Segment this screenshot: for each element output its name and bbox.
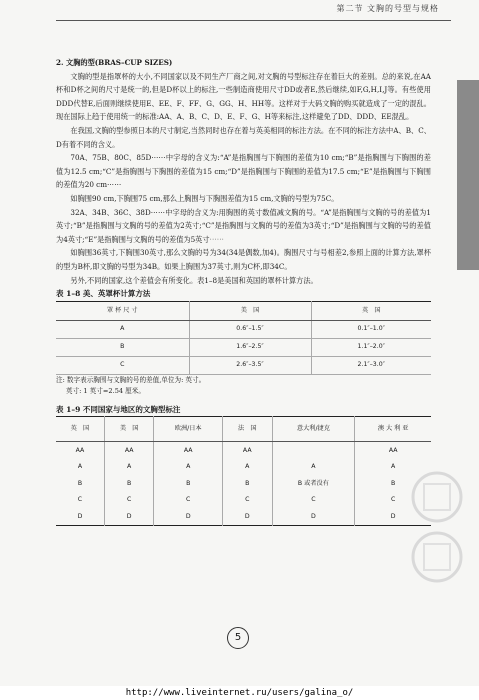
chapter-tab: [457, 80, 479, 270]
table-header-cell: 意大利/捷克: [272, 417, 355, 442]
table-cell: C: [77, 496, 83, 504]
table-header-cell: 美 国: [104, 417, 154, 442]
table-cell: [272, 442, 355, 459]
page-number: 5: [227, 627, 249, 649]
table-cell: D: [272, 508, 355, 525]
paragraph: 如胸围90 cm,下胸围75 cm,那么上胸围与下胸围差值为15 cm,文胸的号型为75C。: [70, 193, 339, 203]
table-cell: A: [77, 463, 83, 471]
table-row: [56, 442, 431, 459]
page-body: [56, 56, 431, 526]
table-header-cell: 罩 杯 尺 寸: [56, 301, 189, 320]
table-header-cell: 英 国: [311, 301, 431, 320]
table-cell: C: [104, 492, 154, 509]
table-cell: A: [56, 320, 189, 338]
paragraph: 如胸围36英寸,下胸围30英寸,那么文胸的号为34(34是偶数,加4)。胸围尺寸与号相差2,参照上面的计算方法,罩杯的型为B杯,即文胸的号型为34B。如果上胸围为37英寸,则为C杯,即34C。: [56, 248, 431, 271]
table-cell: AA: [355, 442, 431, 459]
table-cell: A: [272, 459, 355, 476]
table-row: [56, 320, 431, 338]
table-row: [56, 459, 431, 476]
table-1-9: [56, 416, 431, 526]
table-cell: AA: [75, 446, 85, 454]
table-cell: B: [56, 338, 189, 356]
table-cell: 1.1″–2.0″: [311, 338, 431, 356]
table-header-cell: 英 国: [56, 417, 104, 442]
table-cell: AA: [222, 442, 272, 459]
table-row: [56, 356, 431, 374]
table-header-cell: 美 国: [189, 301, 311, 320]
table-1-8-caption: 表 1–8 美、英罩杯计算方法: [56, 289, 151, 299]
table-cell: D: [154, 508, 223, 525]
table-row: [56, 338, 431, 356]
watermark-stamp: [402, 462, 472, 602]
table-cell: B: [222, 475, 272, 492]
paragraph: 另外,不同的国家,这个差值会有所变化。表1–8是美国和英国的罩杯计算方法。: [70, 275, 318, 285]
header-title: 第二节 文胸的号型与规格: [336, 4, 439, 13]
table-header-cell: 法 国: [222, 417, 272, 442]
table-cell: AA: [154, 442, 223, 459]
table-cell: 2.6″–3.5″: [189, 356, 311, 374]
table-cell: B: [77, 479, 83, 487]
table-note: 英寸: 1 英寸=2.54 厘米。: [65, 386, 145, 395]
paragraph: 文胸的型是指罩杯的大小,不同国家以及不同生产厂商之间,对文胸的号型标注存在着巨大的差别。总的来说,在AA杯和D杯之间的尺寸是统一的,但是D杯以上的标注,一些制造商使用尺寸DD或者E,然后继续,如F,G,H,I,J等。有些使用DDD代替E,后面则继续使用E、EE、F、FF、G、GG、H、HH等。这样对于大码文胸的购买就造成了一定的混乱。现在国际上趋于使用统一的标准:AA、A、B、C、D、E、F、G、H等来标注,这样避免了DD、DDD、EE混乱。: [56, 71, 431, 122]
table-cell: C: [222, 492, 272, 509]
table-note: 注: 数字表示胸围与文胸的号的差值,单位为: 英寸。: [56, 375, 206, 384]
table-cell: C: [56, 356, 189, 374]
table-cell: B: [154, 475, 223, 492]
table-header-cell: 澳 大 利 亚: [355, 417, 431, 442]
table-cell: A: [355, 459, 431, 476]
table-cell: C: [272, 492, 355, 509]
table-cell: B: [355, 475, 431, 492]
footer-url[interactable]: http://www.liveinternet.ru/users/galina_o/: [0, 686, 479, 700]
table-header-row: [56, 301, 431, 320]
table-header-cell: 欧洲/日本: [154, 417, 223, 442]
table-cell: 0.1″–1.0″: [311, 320, 431, 338]
table-cell: D: [222, 508, 272, 525]
table-1-9-caption: 表 1–9 不同国家与地区的文胸型标注: [56, 404, 181, 414]
table-1-8: [56, 301, 431, 375]
table-cell: D: [355, 508, 431, 525]
section-title: 2. 文胸的型(BRAS–CUP SIZES): [56, 58, 173, 67]
table-cell: AA: [104, 442, 154, 459]
table-cell: 2.1″–3.0″: [311, 356, 431, 374]
table-cell: 1.6″–2.5″: [189, 338, 311, 356]
table-row: [56, 492, 431, 509]
table-cell: C: [355, 492, 431, 509]
table-cell: B: [104, 475, 154, 492]
table-cell: A: [154, 459, 223, 476]
table-cell: A: [222, 459, 272, 476]
header-rule: [56, 20, 451, 21]
table-cell: C: [154, 492, 223, 509]
paragraph: 70A、75B、80C、85D⋯⋯中字母的含义为:“A”是指胸围与下胸围的差值为10 cm;“B”是指胸围与下胸围的差值为12.5 cm;“C”是指胸围与下胸围的差值为15 cm;“D”是指胸围与下胸围的差值为17.5 cm;“E”是指胸围与下胸围的差值为20 cm⋯⋯: [56, 153, 431, 190]
table-cell: B 或者没有: [272, 475, 355, 492]
running-header: [0, 0, 479, 22]
table-cell: D: [77, 512, 83, 520]
table-header-row: [56, 417, 431, 442]
table-cell: A: [104, 459, 154, 476]
paragraph: 32A、34B、36C、38D⋯⋯中字母的含义为:用胸围的英寸数值减文胸的号。“A”是指胸围与文胸的号的差值为1英寸;“B”是指胸围与文胸的号的差值为2英寸;“C”是指胸围与文胸的号的差值为3英寸;“D”是指胸围与文胸的号的差值为4英寸;“E”是指胸围与文胸的号的差值为5英寸⋯⋯: [56, 207, 431, 244]
paragraph: 在我国,文胸的型参照日本的尺寸制定,当然同时也存在着与英美相同的标注方法。在不同的标注方法中A、B、C、D有着不同的含义。: [56, 125, 431, 149]
table-row: [56, 508, 431, 525]
table-cell: 0.6″–1.5″: [189, 320, 311, 338]
table-row: [56, 475, 431, 492]
table-cell: D: [104, 508, 154, 525]
